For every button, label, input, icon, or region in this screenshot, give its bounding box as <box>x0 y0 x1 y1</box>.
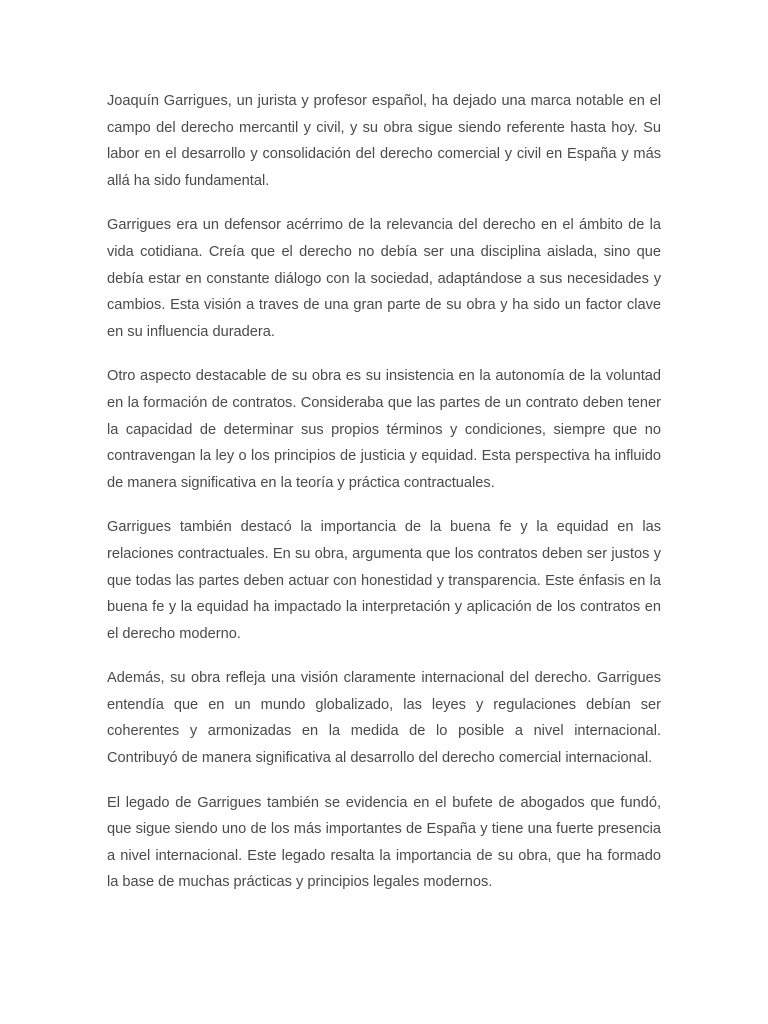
paragraph-legacy: El legado de Garrigues también se evidencia en el bufete de abogados que fundó, que sigue siendo uno de los más importantes de España y tiene una fuerte presencia a nivel internacional. Este legado resalta la importancia de su obra, que ha formado la base de muchas prácticas y principios legales modernos. <box>107 794 661 891</box>
paragraph-good-faith: Garrigues también destacó la importancia de la buena fe y la equidad en las relaciones contractuales. En su obra, argumenta que los contratos deben ser justos y que todas las partes deben actuar con honestidad y transparencia. Este énfasis en la buena fe y la equidad ha impactado la interpretación y aplicación de los contratos en el derecho moderno. <box>107 519 661 642</box>
paragraph-intro: Joaquín Garrigues, un jurista y profesor español, ha dejado una marca notable en el campo del derecho mercantil y civil, y su obra sigue siendo referente hasta hoy. Su labor en el desarrollo y consolidación del derecho comercial y civil en España y más allá ha sido fundamental. <box>107 93 661 189</box>
paragraph-autonomy: Otro aspecto destacable de su obra es su insistencia en la autonomía de la voluntad en la formación de contratos. Consideraba que las partes de un contrato deben tener la capacidad de determinar sus propios términos y condiciones, siempre que no contravengan la ley o los principios de justicia y equidad. Esta perspectiva ha influido de manera significativa en la teoría y práctica contractuales. <box>107 368 661 491</box>
paragraph-daily-life: Garrigues era un defensor acérrimo de la relevancia del derecho en el ámbito de la vida cotidiana. Creía que el derecho no debía ser una disciplina aislada, sino que debía estar en constante diálogo con la sociedad, adaptándose a sus necesidades y cambios. Esta visión a traves de una gran parte de su obra y ha sido un factor clave en su influencia duradera. <box>107 217 661 340</box>
paragraph-international: Además, su obra refleja una visión claramente internacional del derecho. Garrigues entendía que en un mundo globalizado, las leyes y regulaciones debían ser coherentes y armonizadas en la medida de lo posible a nivel internacional. Contribuyó de manera significativa al desarrollo del derecho comercial internacional. <box>107 670 661 767</box>
document-page <box>107 88 661 896</box>
